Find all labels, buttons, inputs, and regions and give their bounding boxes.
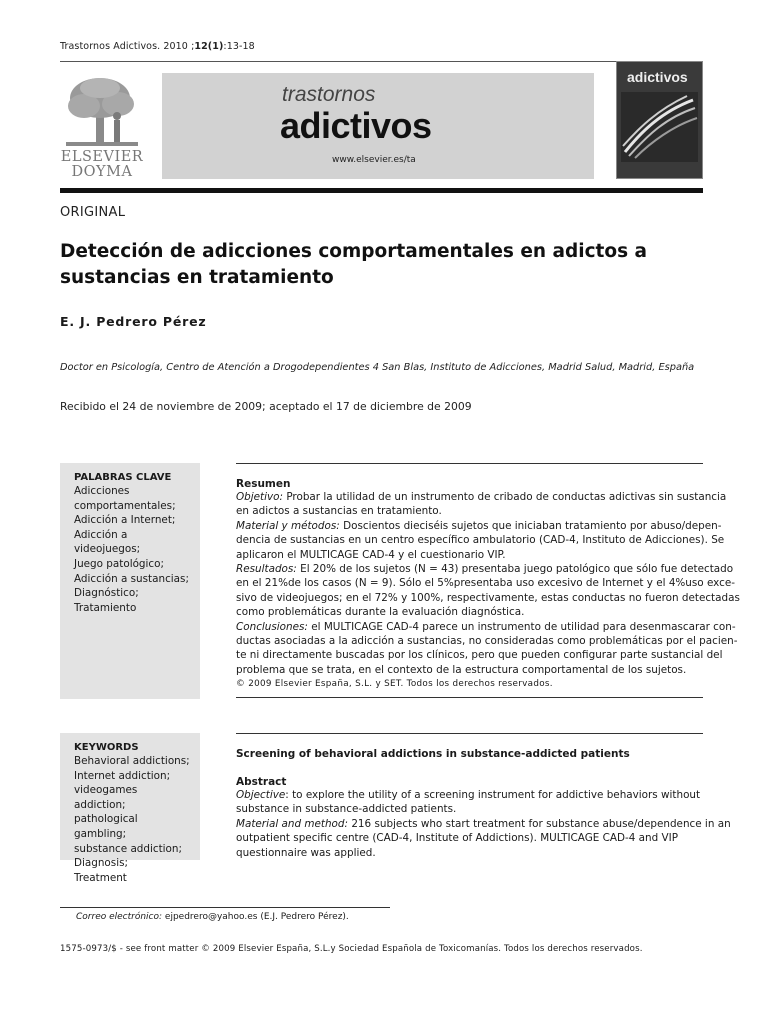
method-text: 216 subjects who start treatment for substance abuse/dependence in an <box>351 817 731 830</box>
keyword-item: Adicción a Internet; <box>74 514 176 527</box>
keyword-item: Adicciones <box>74 485 130 497</box>
journal-cover <box>616 61 703 179</box>
keyword-item: Internet addiction; <box>74 769 171 782</box>
resumen-line: sivo de videojuegos; en el 72% y 100%, respectivamente, estas conductas no fueron detectadas <box>236 591 740 604</box>
resultados-text: El 20% de los sujetos (N = 43) presentaba juego patológico que sólo fue detectado <box>300 563 734 576</box>
journal-banner <box>162 73 594 179</box>
resumen-top-rule <box>236 463 703 464</box>
resumen-line: problema que se trata, en el contexto de la estructura comportamental de los sujetos. <box>236 663 687 676</box>
abstract-top-rule <box>236 733 703 734</box>
cover-artwork-icon <box>621 92 698 162</box>
cover-title: adictivos <box>627 69 688 85</box>
objective-text: : to explore the utility of a screening instrument for addictive behaviors without <box>285 789 701 801</box>
issn-line: 1575-0973/$ - see front matter © 2009 Elsevier España, S.L.y Sociedad Española de Toxicomanías. Todos los derechos reservados. <box>60 944 643 954</box>
abstract-english-title: Screening of behavioral addictions in substance-addicted patients <box>236 748 630 760</box>
resumen-line: como problemáticas durante la evaluación diagnóstica. <box>236 606 525 619</box>
keyword-item: pathological gambling; <box>74 813 138 840</box>
keyword-item: substance addiction; <box>74 842 183 855</box>
abstract-line: questionnaire was applied. <box>236 846 376 859</box>
article-author: E. J. Pedrero Pérez <box>60 314 207 329</box>
publisher-name-line2: DOYMA <box>71 164 133 180</box>
citation-volume: 12(1) <box>194 41 224 52</box>
journal-citation <box>60 41 255 52</box>
objetivo-label: Objetivo: <box>236 491 284 503</box>
resumen-copyright: © 2009 Elsevier España, S.L. y SET. Todos los derechos reservados. <box>236 679 553 690</box>
keyword-item: Diagnosis; <box>74 857 129 870</box>
keyword-item: Adicción a videojuegos; <box>74 528 141 556</box>
material-label: Material y métodos: <box>236 519 340 532</box>
resultados-label: Resultados: <box>236 563 297 576</box>
keyword-item: Diagnóstico; <box>74 587 139 600</box>
resumen-line: en el 21%de los casos (N = 9). Sólo el 5%presentaba uso excesivo de Internet y el 4%uso exce- <box>236 577 735 590</box>
conclusiones-text: el MULTICAGE CAD-4 parece un instrumento de utilidad para desenmascarar con- <box>311 620 736 633</box>
author-affiliation: Doctor en Psicología, Centro de Atención a Drogodependientes 4 San Blas, Instituto de Adicciones, Madrid Salud, Madrid, España <box>60 362 695 373</box>
keyword-item: videogames addiction; <box>74 784 138 811</box>
resumen-line: te ni directamente buscadas por los clínicos, pero que pueden configurar parte sustancial del <box>236 649 723 662</box>
resumen-body <box>236 490 740 692</box>
resumen-line: dencia de sustancias en un centro específico ambulatorio (CAD-4, Instituto de Adicciones). Se <box>236 534 725 547</box>
article-title: Detección de adicciones comportamentales en adictos a sustancias en tratamiento <box>60 241 648 288</box>
header-thick-rule <box>60 188 703 193</box>
email-label: Correo electrónico: <box>76 912 163 922</box>
objetivo-text: Probar la utilidad de un instrumento de cribado de conductas adictivas sin sustancia <box>286 491 727 503</box>
keywords-es-box <box>60 463 200 699</box>
article-section: ORIGINAL <box>60 205 126 220</box>
resumen-section <box>236 478 740 692</box>
received-dates: Recibido el 24 de noviembre de 2009; aceptado el 17 de diciembre de 2009 <box>60 400 472 413</box>
resumen-line <box>236 562 734 576</box>
footnote-rule <box>60 907 390 908</box>
banner-subtitle: trastornos <box>282 83 376 106</box>
keywords-es-heading: PALABRAS CLAVE <box>74 472 172 483</box>
keyword-item: Treatment <box>74 871 127 884</box>
abstract-line <box>236 817 731 831</box>
keyword-item: Adicción a sustancias; <box>74 572 189 585</box>
publisher-name-line1: ELSEVIER <box>60 149 144 165</box>
conclusiones-label: Conclusiones: <box>236 620 308 633</box>
resumen-line <box>236 519 722 533</box>
keywords-en-box <box>60 733 200 884</box>
resumen-heading: Resumen <box>236 478 291 490</box>
abstract-section <box>236 776 731 860</box>
keyword-item: comportamentales; <box>74 499 176 512</box>
resumen-line <box>236 620 736 634</box>
header-rule <box>60 61 703 62</box>
keyword-item: Juego patológico; <box>74 557 164 570</box>
abstract-line <box>236 788 703 802</box>
banner-title: adictivos <box>280 105 432 146</box>
resumen-line <box>236 490 727 504</box>
elsevier-tree-icon <box>62 76 142 148</box>
keyword-item: Tratamiento <box>74 601 137 614</box>
elsevier-logo <box>60 76 144 180</box>
objective-label: Objective <box>236 789 286 801</box>
citation-journal: Trastornos Adictivos. 2010 ; <box>60 41 195 52</box>
resumen-bottom-rule <box>236 697 703 698</box>
method-label: Material and method: <box>236 817 348 830</box>
abstract-line: outpatient specific centre (CAD-4, Institute of Addictions). MULTICAGE CAD-4 and VIP <box>236 832 678 845</box>
abstract-body <box>236 788 731 860</box>
resumen-line: ductas asociadas a la adicción a sustancias, no consideradas como problemáticas por el pacien- <box>236 635 738 648</box>
keyword-item: Behavioral addictions; <box>74 755 190 767</box>
resumen-line: en adictos a sustancias en tratamiento. <box>236 505 442 518</box>
banner-url: www.elsevier.es/ta <box>332 155 416 165</box>
author-email-footnote <box>76 912 349 922</box>
citation-pages: :13-18 <box>223 41 255 52</box>
abstract-heading: Abstract <box>236 776 287 788</box>
abstract-line: substance in substance-addicted patients. <box>236 803 457 816</box>
resumen-line: aplicaron el MULTICAGE CAD-4 y el cuestionario VIP. <box>236 548 506 561</box>
email-text[interactable]: ejpedrero@yahoo.es (E.J. Pedrero Pérez). <box>164 912 349 922</box>
keywords-en-heading: KEYWORDS <box>74 742 139 753</box>
material-text: Doscientos dieciséis sujetos que iniciaban tratamiento por abuso/depen- <box>343 519 722 532</box>
